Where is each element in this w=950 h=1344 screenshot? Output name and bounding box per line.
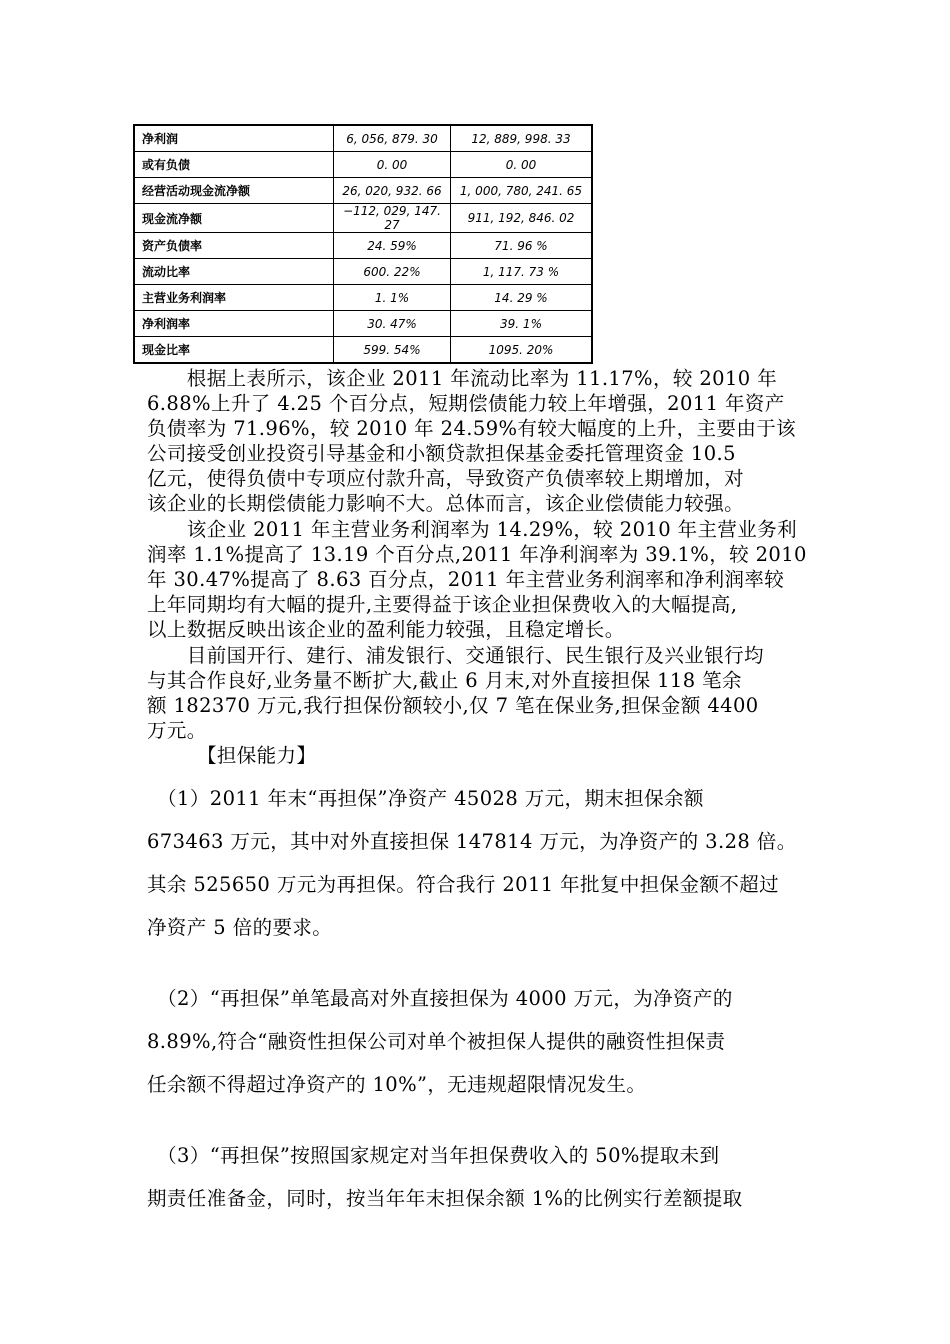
paragraph-line: 万元。 (147, 719, 207, 742)
table-row (134, 204, 592, 233)
table-row (134, 259, 592, 285)
paragraph-line: 润率 1.1%提高了 13.19 个百分点,2011 年净利润率为 39.1%，较 2010 (147, 543, 807, 566)
paragraph-line: 673463 万元，其中对外直接担保 147814 万元，为净资产的 3.28 倍。 (147, 830, 797, 853)
paragraph-line: 年 30.47%提高了 8.63 百分点，2011 年主营业务利润率和净利润率较 (147, 568, 785, 591)
row-label: 现金流净额 (134, 204, 334, 233)
value-2010: 600. 22% (334, 259, 451, 285)
row-label: 净利润 (134, 125, 334, 152)
paragraph-line: 任余额不得超过净资产的 10%”，无违规超限情况发生。 (147, 1073, 647, 1096)
paragraph-line: 期责任准备金，同时，按当年年末担保余额 1%的比例实行差额提取 (147, 1187, 743, 1210)
value-2011: 71. 96 % (451, 233, 593, 259)
value-2010: 599. 54% (334, 337, 451, 364)
value-2011: 1, 000, 780, 241. 65 (451, 178, 593, 204)
row-label: 经营活动现金流净额 (134, 178, 334, 204)
paragraph-line: 上年同期均有大幅的提升,主要得益于该企业担保费收入的大幅提高, (147, 593, 738, 616)
row-label: 现金比率 (134, 337, 334, 364)
value-2010: 30. 47% (334, 311, 451, 337)
value-2010: −112, 029, 147. 27 (334, 204, 451, 233)
value-2010: 1. 1% (334, 285, 451, 311)
paragraph-line: 其余 525650 万元为再担保。符合我行 2011 年批复中担保金额不超过 (147, 873, 780, 896)
table-row (134, 152, 592, 178)
paragraph-line: 公司接受创业投资引导基金和小额贷款担保基金委托管理资金 10.5 (147, 442, 736, 465)
table-row (134, 125, 592, 152)
paragraph-line: 与其合作良好,业务量不断扩大,截止 6 月末,对外直接担保 118 笔余 (147, 669, 742, 692)
table-row (134, 311, 592, 337)
value-2011: 0. 00 (451, 152, 593, 178)
row-label: 或有负债 (134, 152, 334, 178)
value-2011: 14. 29 % (451, 285, 593, 311)
paragraph-line: 负债率为 71.96%，较 2010 年 24.59%有较大幅度的上升，主要由于该 (147, 417, 797, 440)
paragraph-line: 净资产 5 倍的要求。 (147, 916, 333, 939)
table-row (134, 337, 592, 364)
paragraph-line: 亿元，使得负债中专项应付款升高，导致资产负债率较上期增加，对 (147, 467, 745, 490)
paragraph-line: 额 182370 万元,我行担保份额较小,仅 7 笔在保业务,担保金额 4400 (147, 694, 759, 717)
value-2011: 911, 192, 846. 02 (451, 204, 593, 233)
paragraph-line: 根据上表所示，该企业 2011 年流动比率为 11.17%，较 2010 年 (147, 367, 778, 390)
value-2011: 39. 1% (451, 311, 593, 337)
table-row (134, 285, 592, 311)
paragraph-line: 目前国开行、建行、浦发银行、交通银行、民生银行及兴业银行均 (147, 644, 764, 667)
value-2011: 12, 889, 998. 33 (451, 125, 593, 152)
financial-indicators-table (133, 124, 593, 364)
row-label: 主营业务利润率 (134, 285, 334, 311)
paragraph-line: 8.89%,符合“融资性担保公司对单个被担保人提供的融资性担保责 (147, 1030, 726, 1053)
paragraph-line: 以上数据反映出该企业的盈利能力较强，且稳定增长。 (147, 618, 625, 641)
paragraph-line: 该企业的长期偿债能力影响不大。总体而言，该企业偿债能力较强。 (147, 492, 745, 515)
paragraph-line: （1）2011 年末“再担保”净资产 45028 万元，期末担保余额 (147, 787, 704, 810)
row-label: 流动比率 (134, 259, 334, 285)
value-2010: 0. 00 (334, 152, 451, 178)
value-2010: 24. 59% (334, 233, 451, 259)
table-row (134, 233, 592, 259)
paragraph-line: （2）“再担保”单笔最高对外直接担保为 4000 万元，为净资产的 (147, 987, 733, 1010)
value-2010: 26, 020, 932. 66 (334, 178, 451, 204)
value-2011: 1, 117. 73 % (451, 259, 593, 285)
value-2011: 1095. 20% (451, 337, 593, 364)
paragraph-line: 该企业 2011 年主营业务利润率为 14.29%，较 2010 年主营业务利 (147, 518, 797, 541)
table-row (134, 178, 592, 204)
section-heading: 【担保能力】 (147, 744, 317, 767)
paragraph-line: 6.88%上升了 4.25 个百分点，短期偿债能力较上年增强，2011 年资产 (147, 392, 785, 415)
paragraph-line: （3）“再担保”按照国家规定对当年担保费收入的 50%提取未到 (147, 1144, 720, 1167)
value-2010: 6, 056, 879. 30 (334, 125, 451, 152)
row-label: 资产负债率 (134, 233, 334, 259)
row-label: 净利润率 (134, 311, 334, 337)
